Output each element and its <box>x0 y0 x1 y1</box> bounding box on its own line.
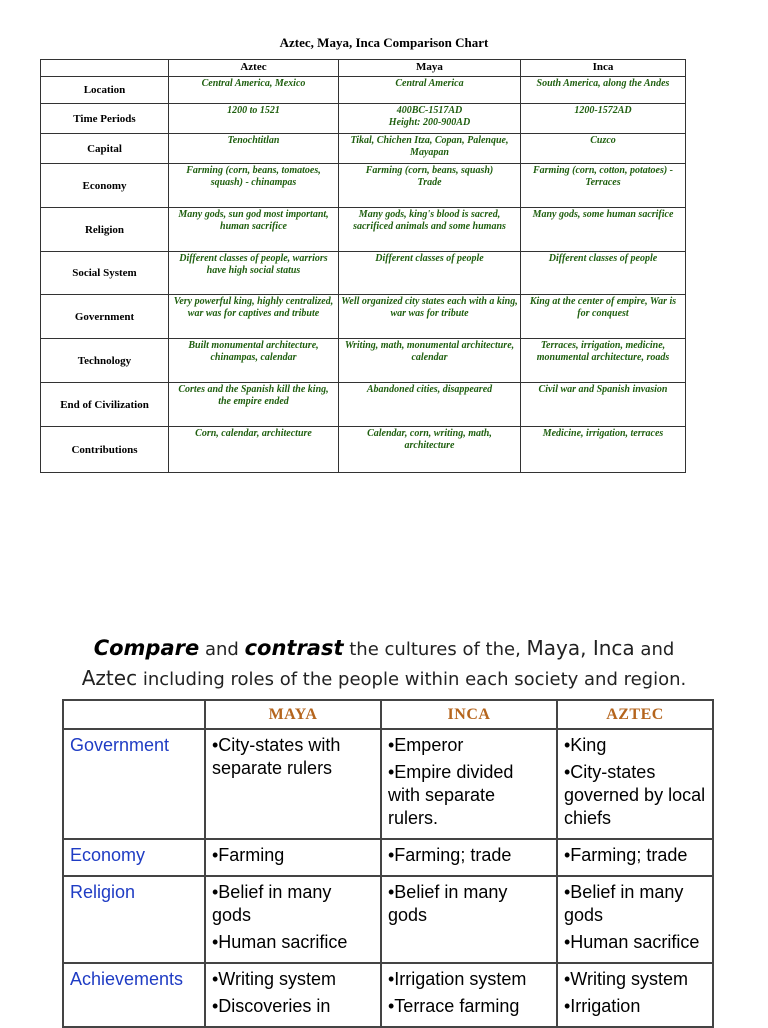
table-cell <box>205 963 381 1027</box>
table-cell <box>381 963 557 1027</box>
table-row <box>41 383 686 427</box>
bullet-item: •Human sacrifice <box>212 932 348 952</box>
col-header-maya: Maya <box>339 60 521 77</box>
table-cell: Very powerful king, highly centralized, war was for captives and tribute <box>169 295 339 339</box>
table-cell: Many gods, sun god most important, human sacrifice <box>169 208 339 252</box>
bullet-item: •Belief in many gods <box>388 882 508 925</box>
table-row <box>63 963 713 1027</box>
table-row <box>41 295 686 339</box>
table-cell: Writing, math, monumental architecture, calendar <box>339 339 521 383</box>
table-cell: Different classes of people <box>521 252 686 295</box>
table-cell <box>557 729 713 839</box>
row-label: Social System <box>41 252 169 295</box>
bullet-item: •Irrigation <box>564 996 641 1016</box>
corner-cell <box>63 700 205 729</box>
table-cell: Built monumental architecture, chinampas, calendar <box>169 339 339 383</box>
bullet-item: •Irrigation system <box>388 969 527 989</box>
table-cell: 1200 to 1521 <box>169 104 339 134</box>
table-row <box>63 839 713 876</box>
table-cell: Calendar, corn, writing, math, architecture <box>339 427 521 473</box>
table-cell: Many gods, some human sacrifice <box>521 208 686 252</box>
chart-title: Aztec, Maya, Inca Comparison Chart <box>279 35 489 50</box>
table-row <box>63 729 713 839</box>
row-label: Technology <box>41 339 169 383</box>
bullet-item: •City-states with separate rulers <box>212 735 341 778</box>
bullet-item: •Belief in many gods <box>212 882 332 925</box>
row-label: Religion <box>41 208 169 252</box>
table-cell: Different classes of people <box>339 252 521 295</box>
bullet-item: •Farming <box>212 845 285 865</box>
table-row <box>41 252 686 295</box>
bullet-item: •Terrace farming <box>388 996 520 1016</box>
row-label: Government <box>41 295 169 339</box>
table-cell: Cuzco <box>521 134 686 164</box>
table-cell: Corn, calendar, architecture <box>169 427 339 473</box>
table-cell: South America, along the Andes <box>521 77 686 104</box>
heading-word: including roles of the people within each society and region. <box>142 669 687 690</box>
table-cell <box>205 839 381 876</box>
table-cell <box>205 729 381 839</box>
table-row <box>41 77 686 104</box>
table-cell: Terraces, irrigation, medicine, monumental architecture, roads <box>521 339 686 383</box>
table-cell: Tenochtitlan <box>169 134 339 164</box>
corner-cell <box>41 60 169 77</box>
bullet-item: •Human sacrifice <box>564 932 700 952</box>
bullet-item: •Belief in many gods <box>564 882 684 925</box>
heading-word: Aztec <box>81 666 138 690</box>
table-cell: Well organized city states each with a king, war was for tribute <box>339 295 521 339</box>
table-cell: 1200-1572AD <box>521 104 686 134</box>
bullet-item: •Writing system <box>564 969 688 989</box>
table-cell <box>205 876 381 963</box>
table-row <box>41 339 686 383</box>
table-cell: Many gods, king's blood is sacred, sacrificed animals and some humans <box>339 208 521 252</box>
table-cell: Cortes and the Spanish kill the king, the empire ended <box>169 383 339 427</box>
table-cell <box>381 729 557 839</box>
table-row <box>41 104 686 134</box>
table-row <box>41 208 686 252</box>
table-cell <box>381 839 557 876</box>
table-cell: King at the center of empire, War is for conquest <box>521 295 686 339</box>
heading-word: Maya, Inca <box>526 636 635 660</box>
bullet-item: •King <box>564 735 607 755</box>
row-label: Capital <box>41 134 169 164</box>
table-cell: Farming (corn, cotton, potatoes) - Terraces <box>521 164 686 208</box>
bullet-item: •Empire divided with separate rulers. <box>388 762 514 828</box>
row-label: Contributions <box>41 427 169 473</box>
bullet-item: •Emperor <box>388 735 464 755</box>
table-cell: Tikal, Chichen Itza, Copan, Palenque, Mayapan <box>339 134 521 164</box>
row-label: Government <box>63 729 205 839</box>
row-label: Location <box>41 77 169 104</box>
row-label: Time Periods <box>41 104 169 134</box>
comparison-chart <box>40 59 686 473</box>
col-header-inca: Inca <box>521 60 686 77</box>
heading-word: contrast <box>244 636 344 660</box>
col-header-inca: INCA <box>381 700 557 729</box>
table-row <box>41 134 686 164</box>
table-cell <box>557 839 713 876</box>
table-cell <box>557 876 713 963</box>
heading-word: and <box>640 639 675 660</box>
col-header-aztec: Aztec <box>169 60 339 77</box>
table-row <box>41 164 686 208</box>
table-cell: Different classes of people, warriors have high social status <box>169 252 339 295</box>
table-cell: Medicine, irrigation, terraces <box>521 427 686 473</box>
row-label: Economy <box>41 164 169 208</box>
table-cell: Abandoned cities, disappeared <box>339 383 521 427</box>
heading-word: the cultures of the, <box>349 639 521 660</box>
heading-word: Compare <box>93 636 200 660</box>
bullet-item: •Discoveries in <box>212 996 331 1016</box>
roles-table <box>62 699 714 1028</box>
table-row <box>41 427 686 473</box>
col-header-maya: MAYA <box>205 700 381 729</box>
page-heading <box>0 634 768 694</box>
table-cell <box>557 963 713 1027</box>
table-cell: Farming (corn, beans, squash) Trade <box>339 164 521 208</box>
row-label: Achievements <box>63 963 205 1027</box>
bullet-item: •Farming; trade <box>388 845 512 865</box>
bullet-item: •City-states governed by local chiefs <box>564 762 706 828</box>
bullet-item: •Writing system <box>212 969 336 989</box>
table-cell: Farming (corn, beans, tomatoes, squash) - chinampas <box>169 164 339 208</box>
col-header-aztec: AZTEC <box>557 700 713 729</box>
row-label: Economy <box>63 839 205 876</box>
row-label: End of Civilization <box>41 383 169 427</box>
table-cell: 400BC-1517AD Height: 200-900AD <box>339 104 521 134</box>
table-row <box>63 876 713 963</box>
heading-word: and <box>204 639 239 660</box>
table-cell: Central America, Mexico <box>169 77 339 104</box>
table-cell: Civil war and Spanish invasion <box>521 383 686 427</box>
bullet-item: •Farming; trade <box>564 845 688 865</box>
table-cell <box>381 876 557 963</box>
row-label: Religion <box>63 876 205 963</box>
table-cell: Central America <box>339 77 521 104</box>
